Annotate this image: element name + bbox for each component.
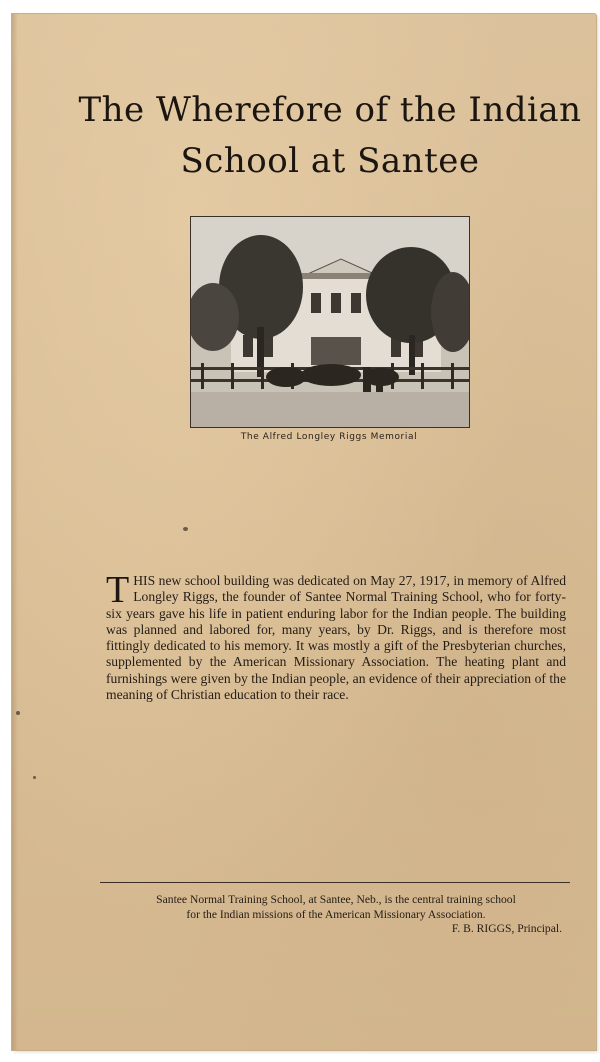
body-paragraph-text: HIS new school building was dedicated on May 27, 1917, in memory of Alfred Longley Riggs, the founder of Santee Normal Training School, who for forty-six years gave his life in patient enduring labor for the Indian people. The building was planned and labored for, many years, by Dr. Riggs, and is therefore most fittingly dedicated to his memory. It was mostly a gift of the Presbyterian churches, supplemented by the American Missionary Association. The heating plant and furnishings were given by the Indian people, an evidence of their appreciation of the meaning of Christian education to their race. xyxy=(106,573,566,703)
document-title-line-2: School at Santee xyxy=(180,141,480,181)
footer-note xyxy=(98,892,574,922)
paper-speck xyxy=(16,711,20,715)
page-edge-shadow xyxy=(12,14,18,1050)
document-title-line-1: The Wherefore of the Indian xyxy=(78,90,582,130)
footer-divider xyxy=(100,882,570,883)
footer-line-2: for the Indian missions of the American Missionary Association. xyxy=(186,908,486,921)
principal-signature: F. B. RIGGS, Principal. xyxy=(451,922,562,935)
building-photo-illustration xyxy=(191,217,469,427)
footer-line-1: Santee Normal Training School, at Santee, Neb., is the central training school xyxy=(156,893,516,906)
drop-cap-letter: T xyxy=(106,569,130,611)
paper-speck xyxy=(183,527,188,531)
body-paragraph xyxy=(106,569,566,703)
photo-caption: The Alfred Longley Riggs Memorial xyxy=(240,432,418,442)
memorial-building-photo xyxy=(190,216,470,428)
paper-speck xyxy=(33,776,36,779)
